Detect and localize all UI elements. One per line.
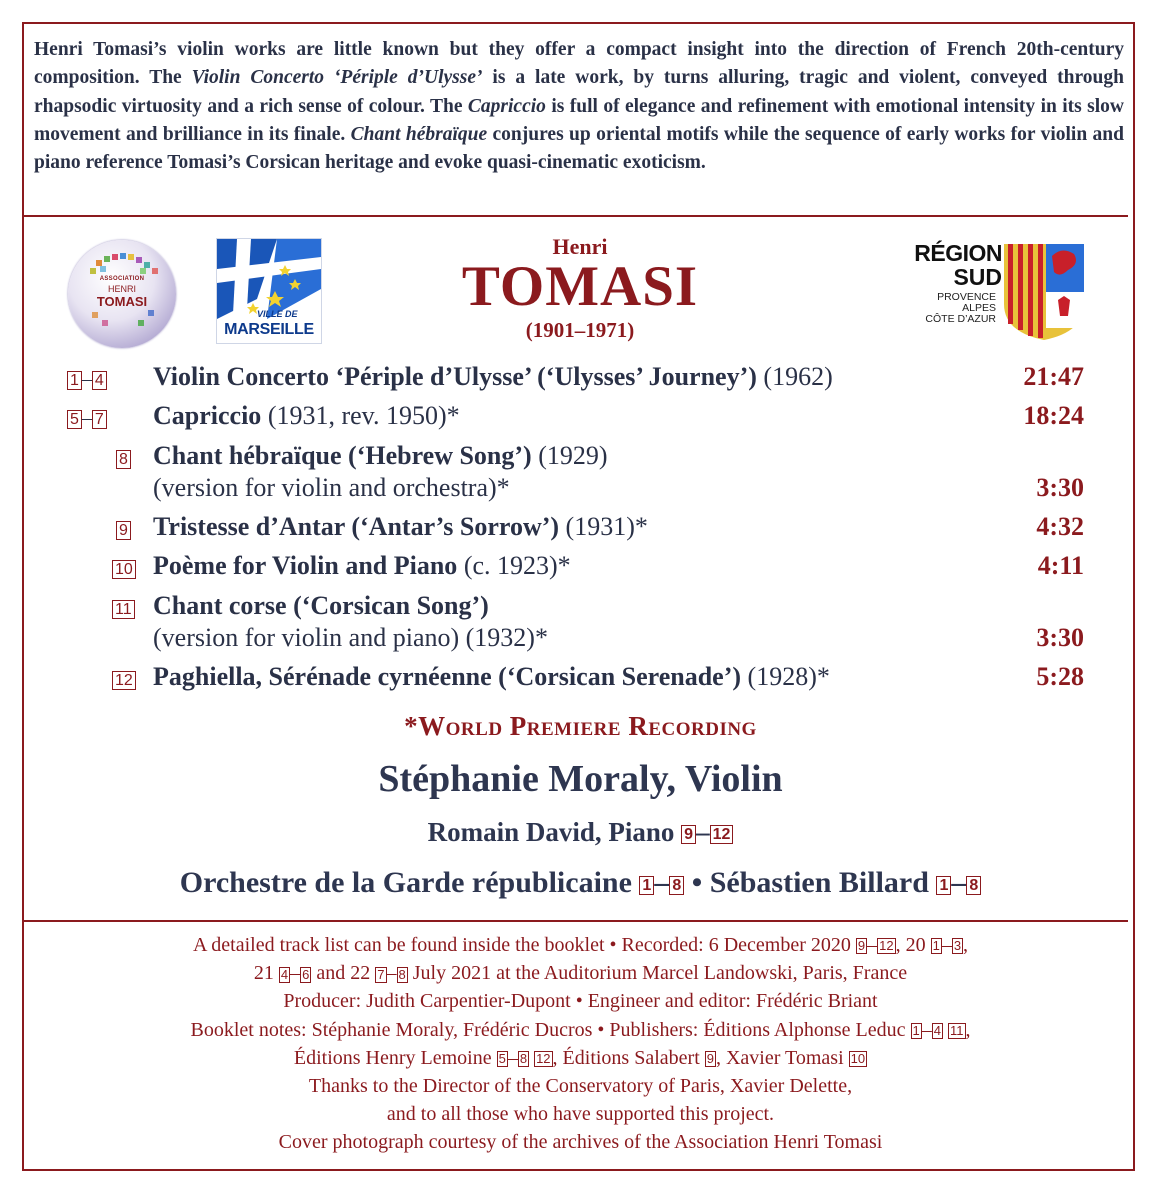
track-duration: 5:28 [1036,662,1084,691]
region-coat-of-arms-icon [1002,242,1086,342]
track-number: 10 [112,553,136,583]
track-numbers: 1 – 4 [67,364,107,394]
track-duration: 4:32 [1036,512,1084,541]
credits-line: A detailed track list can be found inside the booklet • Recorded: 6 December 2020 9 – 12 , 20 1 – 3 , [192,934,969,956]
world-premiere-note: *World Premiere Recording [404,711,757,741]
orchestra-and-conductor: Orchestre de la Garde républicaine 1 – 8 • Sébastien Billard 1 – 8 [0,866,1161,900]
credits-line: Éditions Henry Lemoine 5 – 8 12 , Éditions Salabert 9 , Xavier Tomasi 10 [293,1046,866,1069]
conductor: Sébastien Billard [709,866,929,899]
composer-first-name: Henri [552,234,608,259]
credits-line: 21 4 – 6 and 22 7 – 8 July 2021 at the Auditorium Marcel Landowski, Paris, France [253,962,908,985]
track-number: 11 [112,593,135,623]
credits-line: Booklet notes: Stéphanie Moraly, Frédéric Ducros • Publishers: Éditions Alphonse Leduc 1 – 4 11 , [190,1018,971,1041]
track-duration: 3:30 [1036,623,1084,652]
composer-dates: (1901–1971) [525,318,635,342]
track-duration: 4:11 [1037,551,1084,580]
marseille-label-small: VILLE DE [257,309,298,319]
credits-block [0,931,1161,1157]
track-subtitle: (version for violin and piano) (1932)* [153,623,548,652]
track-title: Tristesse d’Antar (‘Antar’s Sorrow’) (1931)* [153,512,648,541]
track-number: 8 [116,443,131,473]
region-label-2: SUD [953,264,1002,290]
association-label: ASSOCIATION [99,276,145,282]
pianist: Romain David, Piano 9 – 12 [0,817,1161,848]
bottom-divider [22,920,1128,922]
association-name-first: HENRI [107,284,136,294]
track-duration: 3:30 [1036,473,1084,502]
track-subtitle: (version for violin and orchestra)* [153,473,510,502]
track-numbers: 5 – 7 [67,403,107,433]
track-number: 12 [112,664,136,694]
region-label-1: RÉGION [914,240,1002,266]
region-sud-logo [890,240,1086,340]
track-title: Paghiella, Sérénade cyrnéenne (‘Corsican Serenade’) (1928)* [153,662,830,691]
track-title: Chant corse (‘Corsican Song’) [153,591,489,620]
top-divider [22,215,1128,217]
intro-paragraph: Henri Tomasi’s violin works are little known but they offer a compact insight into the direction of French 20th-century composition. The Violin Concerto ‘Périple d’Ulysse’ is a late work, by turns alluring, tragic and violent, conveyed through rhapsodic virtuosity and a rich sense of colour. The Capriccio is full of elegance and refinement with emotional intensity in its slow movement and brilliance in its finale. Chant hébraïque conjures up oriental motifs while the sequence of early works for violin and piano reference Tomasi’s Corsican heritage and evoke quasi-cinematic exoticism. [34,39,1125,174]
track-title: Capriccio (1931, rev. 1950)* [153,401,460,430]
soloist: Stéphanie Moraly, Violin [378,758,783,800]
track-duration: 21:47 [1023,362,1084,391]
track-title: Chant hébraïque (‘Hebrew Song’) (1929) [153,441,608,470]
ville-de-marseille-logo [216,238,322,344]
track-title: Violin Concerto ‘Périple d’Ulysse’ (‘Ulysses’ Journey’) (1962) [153,362,833,391]
orchestra: Orchestre de la Garde républicaine [179,866,632,899]
credits-line: Thanks to the Director of the Conservatory of Paris, Xavier Delette, [308,1075,853,1098]
credits-line: Producer: Judith Carpentier-Dupont • Engineer and editor: Frédéric Briant [283,990,878,1013]
credits-line: Cover photograph courtesy of the archives of the Association Henri Tomasi [278,1131,883,1154]
composer-last-name: TOMASI [461,255,699,318]
track-duration: 18:24 [1023,401,1084,430]
region-subtitle: PROVENCE ALPES CÔTE D’AZUR [925,291,996,325]
association-henri-tomasi-logo [68,240,176,348]
marseille-label: MARSEILLE [224,321,314,338]
track-number: 9 [116,514,131,544]
credits-line: and to all those who have supported this project. [386,1103,775,1126]
association-name-last: TOMASI [96,294,148,309]
track-title: Poème for Violin and Piano (c. 1923)* [153,551,571,580]
